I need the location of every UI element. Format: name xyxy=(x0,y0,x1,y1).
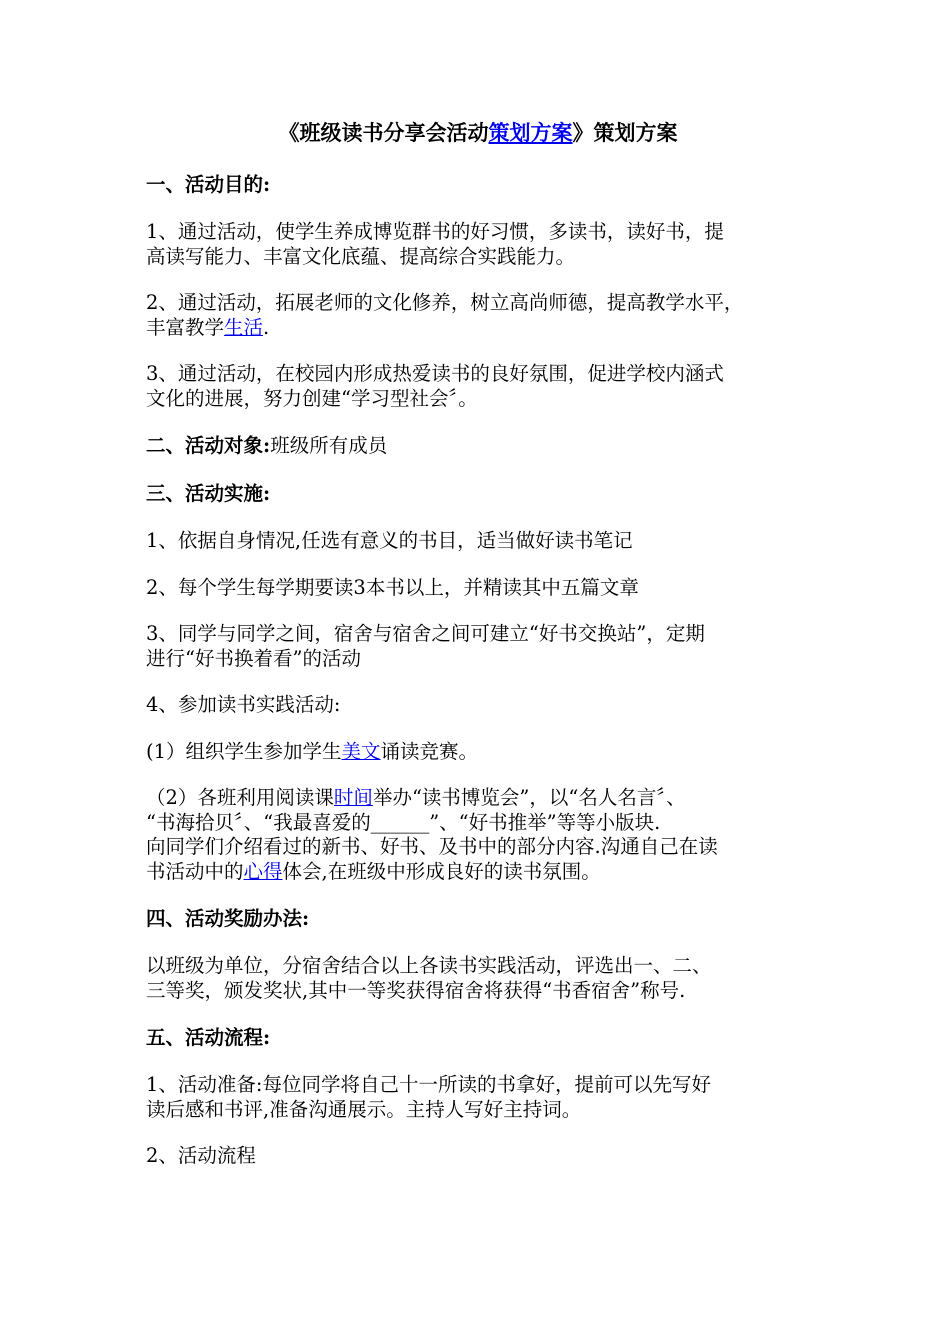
purpose-item-3-line-1: 3、通过活动，在校园内形成热爱读书的良好氛围，促进学校内涵式 xyxy=(146,362,724,385)
purpose-item-2-end: . xyxy=(263,315,270,339)
title-suffix: 》策划方案 xyxy=(572,120,678,145)
audience-label: 二、活动对象: xyxy=(146,434,271,457)
sub-item-2-line-2: “书海拾贝〞、“我最喜爱的______”、“好书推举”等等小版块. xyxy=(146,810,661,834)
reward-line-1: 以班级为单位，分宿舍结合以上各读书实践活动，评选出一、二、 xyxy=(146,954,712,977)
flow-item-1 xyxy=(146,1073,810,1122)
sub-item-1-text: (1）组织学生参加学生 xyxy=(146,739,342,763)
flow-item-1-line-2: 读后感和书评,准备沟通展示。主持人写好主持词。 xyxy=(146,1097,582,1121)
implementation-item-2: 2、每个学生每学期要读3本书以上，并精读其中五篇文章 xyxy=(146,575,639,599)
sub-item-2-line-4 xyxy=(146,860,810,885)
section-heading-implementation: 三、活动实施: xyxy=(146,482,271,505)
flow-item-2: 2、活动流程 xyxy=(146,1144,256,1167)
sub-item-2-text: （2）各班利用阅读课 xyxy=(146,786,334,809)
title-link-plan[interactable]: 策划方案 xyxy=(488,120,573,145)
implementation-item-1: 1、依据自身情况,任选有意义的书目，适当做好读书笔记 xyxy=(146,529,633,552)
purpose-item-1-line-1: 1、通过活动，使学生养成博览群书的好习惯，多读书，读好书，提 xyxy=(146,220,724,243)
implementation-item-3-line-1: 3、同学与同学之间，宿舍与宿舍之间可建立“好书交换站”，定期 xyxy=(146,622,705,645)
implementation-item-3-line-2: 进行“好书换着看”的活动 xyxy=(146,646,361,670)
link-time[interactable]: 时间 xyxy=(333,786,373,809)
purpose-item-1 xyxy=(146,220,810,269)
sub-item-2-line-3: 向同学们介绍看过的新书、好书、及书中的部分内容.沟通自己在读 xyxy=(146,835,718,858)
purpose-item-2-line-1: 2、通过活动，拓展老师的文化修养，树立高尚师德，提高教学水平， xyxy=(146,291,744,314)
reward-line-2: 三等奖，颁发奖状,其中一等奖获得宿舍将获得“书香宿舍”称号. xyxy=(146,978,686,1002)
sub-item-2-line-4-end: 体会,在班级中形成良好的读书氛围。 xyxy=(282,859,601,883)
section-heading-flow: 五、活动流程: xyxy=(146,1026,271,1049)
document-page xyxy=(146,118,810,1191)
purpose-item-2-line-2 xyxy=(146,316,810,341)
link-insight[interactable]: 心得 xyxy=(243,859,283,883)
flow-item-1-line-1: 1、活动准备:每位同学将自己十一所读的书拿好，提前可以先写好 xyxy=(146,1073,711,1096)
purpose-item-2 xyxy=(146,291,810,340)
section-heading-audience xyxy=(146,433,810,459)
sub-item-2-line-4-text: 书活动中的 xyxy=(146,859,244,883)
purpose-item-1-line-2: 高读写能力、丰富文化底蕴、提高综合实践能力。 xyxy=(146,244,576,268)
implementation-item-3 xyxy=(146,622,810,671)
title-prefix: 《班级读书分享会活动 xyxy=(278,120,489,145)
purpose-item-3-line-2: 文化的进展，努力创建“学习型社会〞。 xyxy=(146,386,478,410)
implementation-sub-item-2 xyxy=(146,786,810,884)
purpose-item-2-text: 丰富教学 xyxy=(146,315,225,339)
reward-text xyxy=(146,954,810,1003)
sub-item-2-line-1 xyxy=(146,786,810,811)
sub-item-2-text-cont: 举办“读书博览会”，以“名人名言〞、 xyxy=(372,786,686,809)
purpose-item-3 xyxy=(146,362,810,411)
section-heading-purpose: 一、活动目的: xyxy=(146,173,271,196)
sub-item-1-end: 诵读竞赛。 xyxy=(380,739,479,763)
document-title xyxy=(146,118,810,148)
implementation-item-4: 4、参加读书实践活动: xyxy=(146,693,341,716)
section-heading-reward: 四、活动奖励办法: xyxy=(146,907,310,930)
implementation-sub-item-1 xyxy=(146,740,810,765)
audience-value: 班级所有成员 xyxy=(270,434,388,457)
link-essay[interactable]: 美文 xyxy=(341,739,381,763)
link-life[interactable]: 生活 xyxy=(224,315,264,339)
